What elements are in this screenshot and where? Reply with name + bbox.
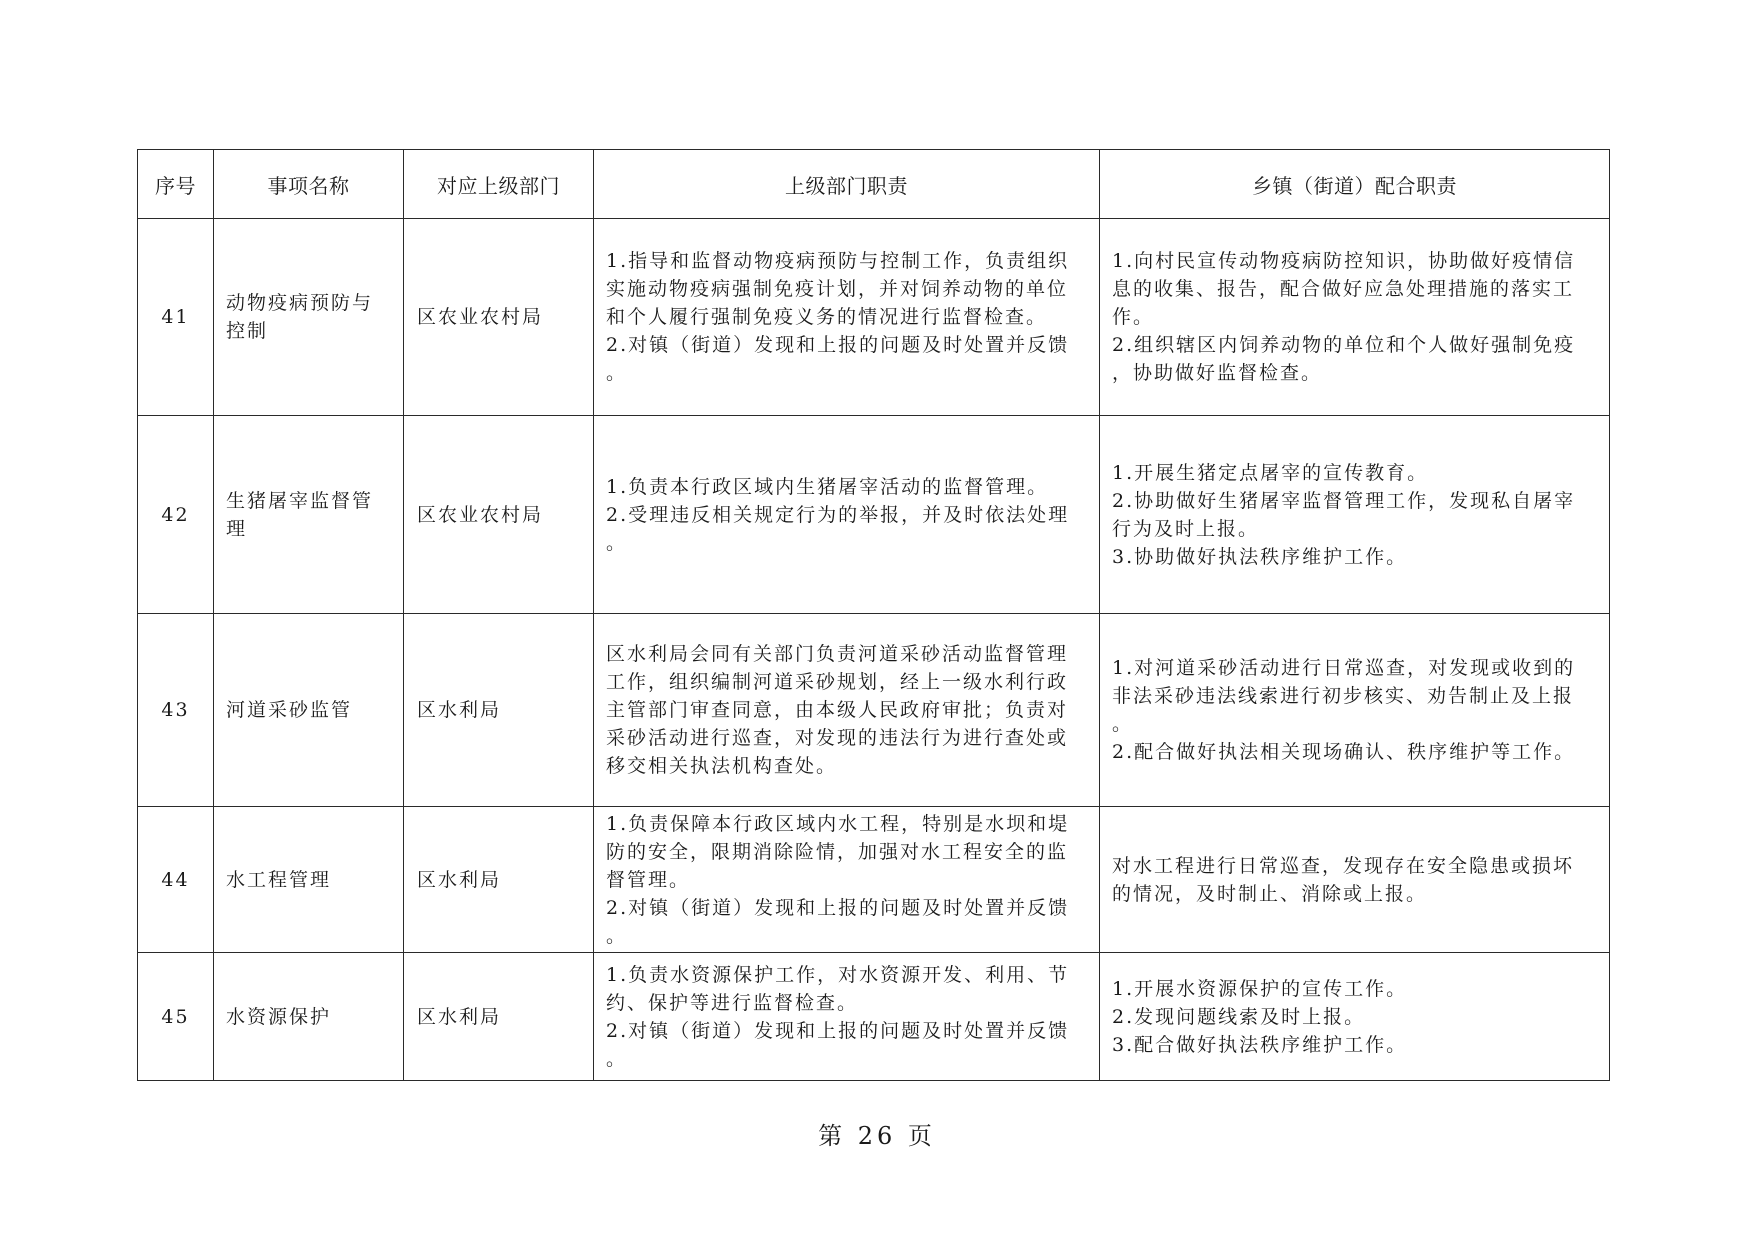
row-item-name	[214, 614, 404, 807]
row-department-duty	[594, 953, 1100, 1081]
table-row	[138, 416, 1610, 614]
row-seq: 41	[138, 219, 214, 416]
text-line: 2.配合做好执法相关现场确认、秩序维护等工作。	[1112, 741, 1576, 763]
row-seq: 45	[138, 953, 214, 1081]
text-line: 2.对镇（街道）发现和上报的问题及时处置并反馈	[606, 1019, 1070, 1042]
row-town-cooperation	[1100, 614, 1610, 807]
text-line: 3.配合做好执法秩序维护工作。	[1112, 1033, 1408, 1056]
text-line: 2.受理违反相关规定行为的举报，并及时依法处理	[606, 503, 1070, 526]
text-line: 主管部门审查同意，由本级人民政府审批；负责对	[606, 699, 1069, 721]
text-line: 1.负责保障本行政区域内水工程，特别是水坝和堤	[606, 812, 1070, 835]
text-line: 2.发现问题线索及时上报。	[1112, 1005, 1366, 1028]
text-line: 1.对河道采砂活动进行日常巡查，对发现或收到的	[1112, 657, 1576, 679]
text-line: 1.指导和监督动物疫病预防与控制工作，负责组织	[606, 250, 1070, 272]
text-line: 1.负责水资源保护工作，对水资源开发、利用、节	[606, 963, 1070, 986]
text-line: 实施动物疫病强制免疫计划，并对饲养动物的单位	[606, 278, 1069, 300]
header-department: 对应上级部门	[404, 150, 594, 219]
row-item-name	[214, 416, 404, 614]
text-line: 3.协助做好执法秩序维护工作。	[1112, 545, 1408, 568]
text-line: 移交相关执法机构查处。	[606, 755, 838, 777]
row-seq: 42	[138, 416, 214, 614]
row-department-duty	[594, 807, 1100, 953]
text-line: 2.协助做好生猪屠宰监督管理工作，发现私自屠宰	[1112, 489, 1576, 512]
row-town-cooperation	[1100, 807, 1610, 953]
row-item-name	[214, 953, 404, 1081]
row-department: 区农业农村局	[404, 219, 594, 416]
text-line: 的情况，及时制止、消除或上报。	[1112, 882, 1428, 905]
text-line: 采砂活动进行巡查，对发现的违法行为进行查处或	[606, 727, 1069, 749]
table-row	[138, 953, 1610, 1081]
text-line: 约、保护等进行监督检查。	[606, 991, 859, 1014]
row-department: 区水利局	[404, 614, 594, 807]
row-town-cooperation	[1100, 953, 1610, 1081]
text-line: 。	[606, 1047, 628, 1070]
text-line: 区水利局会同有关部门负责河道采砂活动监督管理	[606, 643, 1069, 665]
text-line: 2.对镇（街道）发现和上报的问题及时处置并反馈	[606, 334, 1070, 356]
header-seq: 序号	[138, 150, 214, 219]
text-line: 非法采砂违法线索进行初步核实、劝告制止及上报	[1112, 685, 1575, 707]
text-line: 。	[606, 362, 628, 384]
header-item-name: 事项名称	[214, 150, 404, 219]
header-town-cooperation: 乡镇（街道）配合职责	[1100, 150, 1610, 219]
row-town-cooperation	[1100, 219, 1610, 416]
table-row	[138, 807, 1610, 953]
text-line: 行为及时上报。	[1112, 517, 1260, 540]
text-line: 控制	[226, 320, 269, 342]
row-department: 区水利局	[404, 807, 594, 953]
text-line: 。	[606, 531, 628, 554]
text-line: 1.开展水资源保护的宣传工作。	[1112, 977, 1408, 1000]
text-line: 动物疫病预防与	[226, 292, 374, 314]
text-line: 水工程管理	[226, 868, 332, 891]
row-seq: 44	[138, 807, 214, 953]
row-department-duty	[594, 416, 1100, 614]
text-line: 。	[1112, 713, 1134, 735]
text-line: 督管理。	[606, 868, 691, 891]
row-department-duty	[594, 614, 1100, 807]
text-line: 理	[226, 517, 248, 540]
row-town-cooperation	[1100, 416, 1610, 614]
text-line: 和个人履行强制免疫义务的情况进行监督检查。	[606, 306, 1048, 328]
text-line: 1.负责本行政区域内生猪屠宰活动的监督管理。	[606, 475, 1049, 498]
row-item-name	[214, 219, 404, 416]
duty-table	[137, 149, 1610, 1081]
row-seq: 43	[138, 614, 214, 807]
row-department: 区水利局	[404, 953, 594, 1081]
page-number: 第 26 页	[818, 1122, 936, 1150]
table-header-row	[138, 150, 1610, 219]
text-line: 防的安全，限期消除险情，加强对水工程安全的监	[606, 840, 1069, 863]
text-line: 息的收集、报告，配合做好应急处理措施的落实工	[1112, 278, 1575, 300]
text-line: 对水工程进行日常巡查，发现存在安全隐患或损坏	[1112, 854, 1575, 877]
text-line: 工作，组织编制河道采砂规划，经上一级水利行政	[606, 671, 1069, 693]
text-line: 2.组织辖区内饲养动物的单位和个人做好强制免疫	[1112, 334, 1576, 356]
row-department: 区农业农村局	[404, 416, 594, 614]
row-item-name	[214, 807, 404, 953]
text-line: 生猪屠宰监督管	[226, 489, 374, 512]
text-line: 2.对镇（街道）发现和上报的问题及时处置并反馈	[606, 896, 1070, 919]
text-line: 作。	[1112, 306, 1155, 328]
text-line: 。	[606, 924, 628, 947]
table-row	[138, 219, 1610, 416]
text-line: 1.向村民宣传动物疫病防控知识，协助做好疫情信	[1112, 250, 1576, 272]
table-row	[138, 614, 1610, 807]
text-line: 1.开展生猪定点屠宰的宣传教育。	[1112, 461, 1429, 484]
text-line: 水资源保护	[226, 1005, 332, 1028]
row-department-duty	[594, 219, 1100, 416]
text-line: 河道采砂监管	[226, 699, 353, 721]
header-department-duty: 上级部门职责	[594, 150, 1100, 219]
text-line: ，协助做好监督检查。	[1112, 362, 1323, 384]
